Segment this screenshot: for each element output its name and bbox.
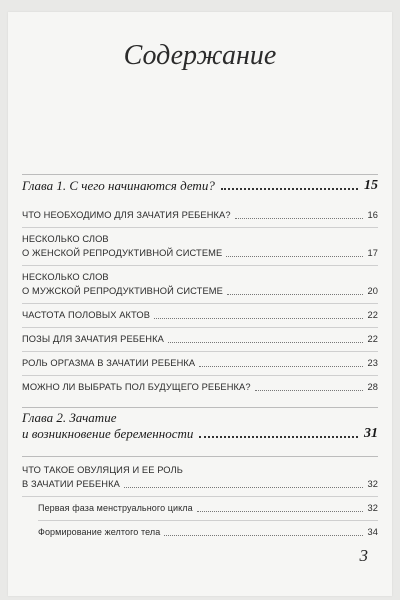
toc-divider (22, 265, 378, 266)
toc-divider (22, 303, 378, 304)
chapter-1-title: Глава 1. С чего начинаются дети? (22, 178, 215, 193)
toc-subitem (38, 502, 378, 515)
toc-divider (38, 520, 378, 521)
chapter-1-top-rule (22, 174, 378, 175)
toc-divider (22, 375, 378, 376)
page-number: 3 (359, 546, 368, 565)
toc-item (22, 247, 378, 260)
leader-dots (164, 535, 363, 536)
toc-item (22, 478, 378, 491)
toc-item-page: 22 (367, 310, 378, 320)
page-title: Содержание (123, 40, 277, 71)
toc-item-page: 23 (367, 358, 378, 368)
toc-divider (22, 227, 378, 228)
toc-item-text: НЕСКОЛЬКО СЛОВ (22, 234, 109, 244)
leader-dots (199, 366, 363, 367)
leader-dots (154, 318, 363, 319)
toc-item (22, 209, 378, 222)
toc-item (22, 381, 378, 394)
toc-divider (22, 327, 378, 328)
leader-dots (226, 256, 363, 257)
toc-item-page: 16 (367, 210, 378, 220)
toc-item-page: 28 (367, 382, 378, 392)
toc-item-page: 17 (367, 248, 378, 258)
leader-dots (124, 487, 364, 488)
leader-dots (255, 390, 364, 391)
leader-dots (168, 342, 364, 343)
chapter-1-heading (22, 178, 378, 194)
leader-dots (221, 188, 358, 190)
toc-item (22, 333, 378, 346)
leader-dots (227, 294, 364, 295)
leader-dots (197, 511, 364, 512)
chapter-2-page: 31 (364, 426, 378, 441)
chapter-2-title-line-2: и возникновение беременности (22, 426, 194, 441)
chapter-2-heading-line-2 (22, 426, 378, 442)
book-page (8, 12, 392, 596)
toc-item-text: ЧТО НЕОБХОДИМО ДЛЯ ЗАЧАТИЯ РЕБЕНКА? (22, 210, 231, 220)
chapter-1-page: 15 (364, 178, 378, 193)
chapter-2-bottom-rule (22, 456, 378, 457)
toc-item-page: 22 (367, 334, 378, 344)
toc-item (22, 357, 378, 370)
toc-subitem-page: 34 (367, 527, 378, 537)
toc-subitem-text: Формирование желтого тела (38, 527, 161, 537)
toc-item-page: 20 (367, 286, 378, 296)
toc-item (22, 233, 378, 246)
toc-divider (22, 496, 378, 497)
chapter-2-heading-line-1 (22, 410, 378, 426)
toc-item-text: ЧАСТОТА ПОЛОВЫХ АКТОВ (22, 310, 151, 320)
toc-subitem-text: Первая фаза менструального цикла (38, 503, 193, 513)
toc-item-text: НЕСКОЛЬКО СЛОВ (22, 272, 109, 282)
toc-item (22, 271, 378, 284)
toc-item-text: О МУЖСКОЙ РЕПРОДУКТИВНОЙ СИСТЕМЕ (22, 286, 223, 296)
toc-item-text: РОЛЬ ОРГАЗМА В ЗАЧАТИИ РЕБЕНКА (22, 358, 196, 368)
toc-item-text: МОЖНО ЛИ ВЫБРАТЬ ПОЛ БУДУЩЕГО РЕБЕНКА? (22, 382, 251, 392)
toc-item-text: ПОЗЫ ДЛЯ ЗАЧАТИЯ РЕБЕНКА (22, 334, 164, 344)
toc-divider (22, 351, 378, 352)
toc-item (22, 464, 378, 477)
toc-item-text: В ЗАЧАТИИ РЕБЕНКА (22, 479, 120, 489)
toc-subitem-page: 32 (367, 503, 378, 513)
leader-dots (235, 218, 364, 219)
chapter-2-top-rule (22, 407, 378, 408)
toc-item (22, 309, 378, 322)
toc-item-text: О ЖЕНСКОЙ РЕПРОДУКТИВНОЙ СИСТЕМЕ (22, 248, 223, 258)
toc-item-text: ЧТО ТАКОЕ ОВУЛЯЦИЯ И ЕЕ РОЛЬ (22, 465, 183, 475)
toc-item (22, 285, 378, 298)
toc-subitem (38, 526, 378, 539)
leader-dots (199, 436, 358, 438)
toc-item-page: 32 (367, 479, 378, 489)
chapter-2-title-line-1: Глава 2. Зачатие (22, 410, 117, 425)
